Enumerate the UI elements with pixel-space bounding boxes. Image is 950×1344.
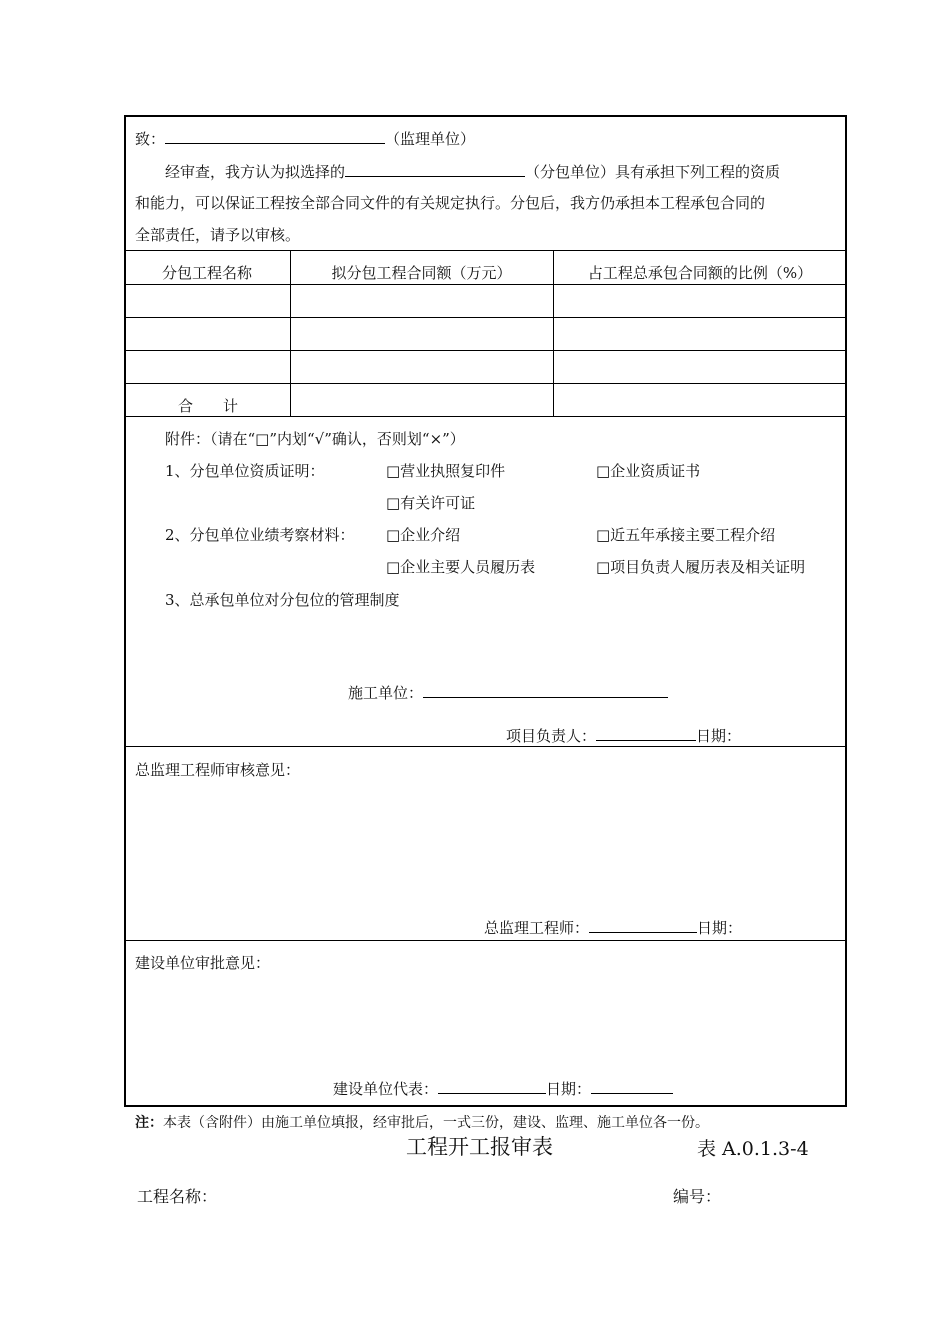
table-header-ratio: 占工程总承包合同额的比例（%）	[587, 264, 813, 282]
checkbox-staff-resumes[interactable]: □企业主要人员履历表	[386, 558, 536, 576]
total-ratio-cell[interactable]	[554, 384, 846, 415]
attachment-item-3-label: 3、总承包单位对分包位的管理制度	[165, 591, 400, 609]
owner-date-blank[interactable]	[591, 1078, 673, 1094]
divider-table-bottom	[124, 416, 847, 417]
attachment-item-1-label: 1、分包单位资质证明：	[165, 462, 325, 480]
chief-date-label: 日期：	[697, 919, 743, 937]
owner-review-title: 建设单位审批意见：	[135, 954, 271, 972]
table-cell[interactable]	[125, 351, 289, 382]
chief-signer-line	[484, 917, 742, 938]
table-cell[interactable]	[291, 285, 552, 316]
divider-chief	[124, 940, 847, 941]
divider-attachments	[124, 746, 847, 747]
to-line	[135, 128, 475, 149]
table-total-label: 合 计	[178, 397, 239, 415]
checkbox-five-year-projects[interactable]: □近五年承接主要工程介绍	[596, 526, 776, 544]
total-amount-cell[interactable]	[291, 384, 552, 415]
attachments-title: 附件：（请在“□”内划“√”确认，否则划“×”）	[165, 430, 465, 448]
table-cell[interactable]	[554, 351, 846, 382]
to-label: 致：	[135, 130, 166, 148]
checkbox-qualification-cert[interactable]: □企业资质证书	[596, 462, 701, 480]
intro-para-unit: （分包单位）具有承担下列工程的资质	[525, 163, 781, 181]
owner-review-area[interactable]	[135, 978, 835, 1073]
owner-signer-line	[333, 1078, 673, 1099]
intro-line-2: 和能力，可以保证工程按全部合同文件的有关规定执行。分包后，我方仍承担本工程承包合同的	[135, 194, 766, 212]
table-header-amount: 拟分包工程合同额（万元）	[331, 264, 512, 282]
number-label: 编号：	[673, 1187, 722, 1206]
intro-line-1	[165, 161, 780, 182]
contractor-blank[interactable]	[423, 682, 668, 698]
divider-intro	[124, 250, 847, 251]
chief-review-title: 总监理工程师审核意见：	[135, 761, 301, 779]
table-cell[interactable]	[554, 285, 846, 316]
table-cell[interactable]	[554, 318, 846, 349]
intro-para-start: 经审查，我方认为拟选择的	[165, 163, 346, 181]
to-unit-label: （监理单位）	[385, 130, 476, 148]
table-cell[interactable]	[125, 285, 289, 316]
contractor-label: 施工单位：	[348, 684, 424, 702]
owner-date-label: 日期：	[546, 1080, 592, 1098]
table-cell[interactable]	[291, 318, 552, 349]
footnote-label: 注：	[135, 1115, 163, 1131]
checkbox-business-license[interactable]: □营业执照复印件	[386, 462, 506, 480]
table-header-name: 分包工程名称	[161, 264, 252, 282]
footnote	[135, 1112, 709, 1132]
project-name-label: 工程名称：	[137, 1187, 218, 1206]
manager-date-label: 日期：	[696, 727, 742, 745]
manager-label: 项目负责人：	[506, 727, 597, 745]
manager-blank[interactable]	[596, 725, 696, 741]
intro-line-3: 全部责任，请予以审核。	[135, 226, 301, 244]
owner-signer-blank[interactable]	[438, 1078, 546, 1094]
to-unit-blank[interactable]	[165, 128, 385, 144]
checkbox-manager-resume[interactable]: □项目负责人履历表及相关证明	[596, 558, 806, 576]
subcontractor-blank[interactable]	[345, 161, 525, 177]
checkbox-permits[interactable]: □有关许可证	[386, 494, 476, 512]
footnote-text: 本表（含附件）由施工单位填报，经审批后，一式三份，建设、监理、施工单位各一份。	[163, 1115, 709, 1131]
table-cell[interactable]	[291, 351, 552, 382]
next-form-code: 表 A.0.1.3-4	[697, 1138, 809, 1160]
attachment-item-2-label: 2、分包单位业绩考察材料：	[165, 526, 355, 544]
contractor-line	[348, 682, 668, 703]
checkbox-company-intro[interactable]: □企业介绍	[386, 526, 461, 544]
chief-signer-label: 总监理工程师：	[484, 919, 590, 937]
owner-signer-label: 建设单位代表：	[333, 1080, 439, 1098]
manager-line	[506, 725, 741, 746]
chief-review-area[interactable]	[135, 785, 835, 910]
table-cell[interactable]	[125, 318, 289, 349]
chief-signer-blank[interactable]	[589, 917, 697, 933]
next-form-title: 工程开工报审表	[406, 1135, 553, 1159]
